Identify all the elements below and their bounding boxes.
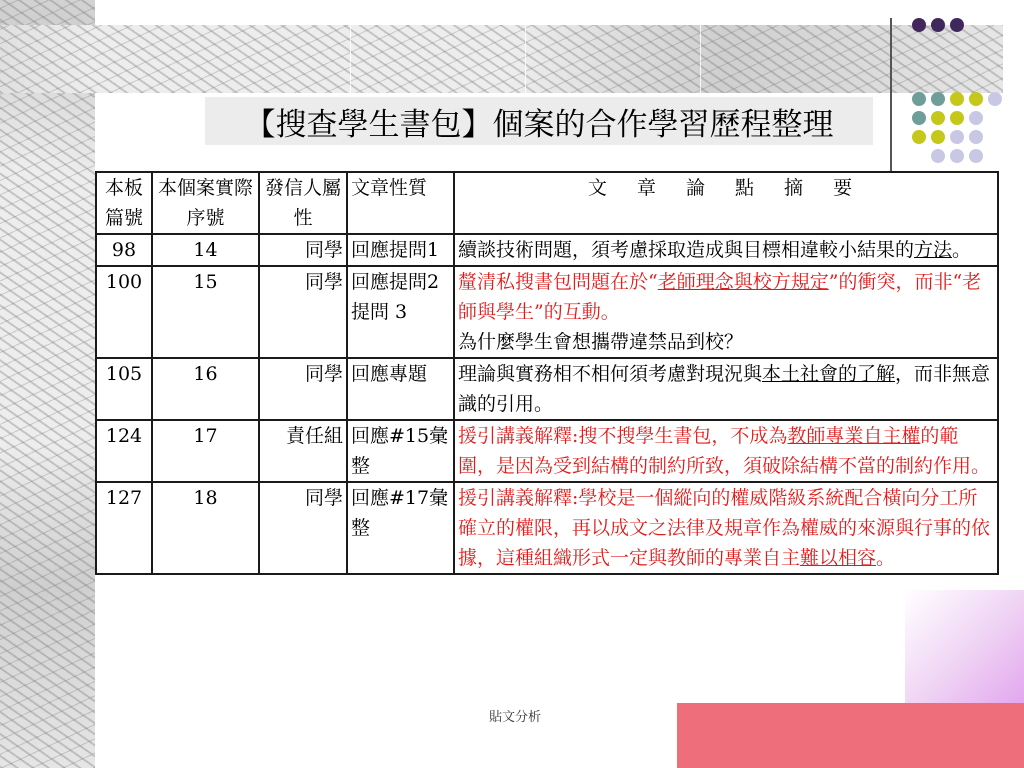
cell-case-order: 15 <box>152 266 259 358</box>
decor-dot <box>969 130 983 144</box>
cell-summary <box>454 266 998 358</box>
cell-sender: 同學 <box>259 234 347 266</box>
summary-text: 續談技術問題，須考慮採取造成與目標相違較小結果的 <box>458 239 915 261</box>
nature-text: 回應專題 <box>351 363 428 385</box>
slide-title-box <box>205 97 873 145</box>
cell-sender: 同學 <box>259 266 347 358</box>
table-row <box>96 358 998 420</box>
table-row <box>96 482 998 574</box>
decor-dot <box>969 92 983 106</box>
cell-board-no: 124 <box>96 420 152 482</box>
header-nature: 文章性質 <box>347 172 454 234</box>
cell-summary <box>454 358 998 420</box>
header-summary <box>454 172 998 234</box>
summary-text: 。 <box>952 239 972 261</box>
marble-top-banner <box>0 25 1003 93</box>
decor-pink-block <box>677 703 1024 768</box>
banner-seam <box>700 25 701 93</box>
decor-dot <box>931 92 945 106</box>
cell-board-no: 100 <box>96 266 152 358</box>
decor-dot <box>912 130 926 144</box>
cell-summary <box>454 482 998 574</box>
summary-text: ，而非無意識的引用。 <box>458 363 991 415</box>
decor-dot <box>912 92 926 106</box>
cell-sender: 同學 <box>259 482 347 574</box>
cell-sender: 同學 <box>259 358 347 420</box>
header-board-no: 本板篇號 <box>96 172 152 234</box>
cell-board-no: 98 <box>96 234 152 266</box>
banner-seam <box>525 25 526 93</box>
summary-highlight-underlined: 教師專業自主權 <box>787 425 921 447</box>
decor-purple-glow <box>905 590 1024 705</box>
cell-nature <box>347 482 454 574</box>
decor-dot <box>969 111 983 125</box>
decor-dot <box>950 111 964 125</box>
decor-vertical-line <box>890 18 892 186</box>
nature-text: 回應#15彙整 <box>351 425 449 477</box>
decor-dot <box>931 130 945 144</box>
summary-underlined: 方法 <box>914 239 953 261</box>
cell-case-order: 14 <box>152 234 259 266</box>
summary-highlight: 的範圍，是因為受到結構的制約所致，須破除結構不當的制約作用。 <box>458 425 991 477</box>
header-summary-label: 文 章 論 點 摘 要 <box>587 177 865 199</box>
summary-highlight-underlined: 老師理念與校方規定 <box>657 271 829 293</box>
decor-dot <box>931 149 945 163</box>
cell-sender: 責任組 <box>259 420 347 482</box>
cell-summary <box>454 420 998 482</box>
header-sender: 發信人屬性 <box>259 172 347 234</box>
table-row <box>96 234 998 266</box>
decor-dot <box>912 111 926 125</box>
summary-highlight: 援引講義解釋:搜不搜學生書包，不成為 <box>458 425 788 447</box>
cell-case-order: 18 <box>152 482 259 574</box>
table-header-row <box>96 172 998 234</box>
nature-text: 回應提問1 <box>351 239 440 261</box>
decor-dot <box>988 92 1002 106</box>
decor-dot <box>931 18 945 32</box>
decor-dot <box>950 92 964 106</box>
table-row <box>96 420 998 482</box>
decor-dot <box>931 111 945 125</box>
cell-nature <box>347 234 454 266</box>
marble-left-border <box>0 0 95 768</box>
decor-dot <box>912 18 926 32</box>
summary-highlight: 釐清私搜書包問題在於“ <box>458 271 658 293</box>
slide-title: 【搜查學生書包】個案的合作學習歷程整理 <box>244 106 834 143</box>
table-row <box>96 266 998 358</box>
cell-nature <box>347 420 454 482</box>
summary-underlined: 本土社會的了解 <box>762 363 896 385</box>
cell-summary <box>454 234 998 266</box>
cell-board-no: 127 <box>96 482 152 574</box>
cell-case-order: 16 <box>152 358 259 420</box>
cell-board-no: 105 <box>96 358 152 420</box>
nature-text: 回應提問2 <box>351 271 440 293</box>
decor-dot <box>950 149 964 163</box>
decor-dot <box>950 18 964 32</box>
decor-dot <box>969 149 983 163</box>
header-case-order: 本個案實際序號 <box>152 172 259 234</box>
summary-text: 為什麼學生會想攜帶違禁品到校？ <box>458 331 744 353</box>
slide-footer: 貼文分析 <box>488 710 541 725</box>
summary-highlight: ”的衝突，而非“老師與學生”的互動。 <box>458 271 982 323</box>
summary-highlight: 。 <box>876 547 896 569</box>
case-summary-table <box>95 171 999 575</box>
summary-highlight-underlined: 難以相容 <box>800 547 877 569</box>
cell-nature <box>347 266 454 358</box>
summary-text: 理論與實務相不相何須考慮對現況與 <box>458 363 763 385</box>
summary-highlight: 援引講義解釋:學校是一個縱向的權威階級系統配合橫向分工所確立的權限，再以成文之法律及規章作為權威的來源與行事的依據，這種組織形式一定與教師的專業自主 <box>458 487 991 569</box>
nature-text: 回應#17彙整 <box>351 487 449 539</box>
decor-dot <box>950 130 964 144</box>
cell-case-order: 17 <box>152 420 259 482</box>
banner-seam <box>350 25 351 93</box>
cell-nature <box>347 358 454 420</box>
nature-text: 提問 3 <box>351 301 408 323</box>
